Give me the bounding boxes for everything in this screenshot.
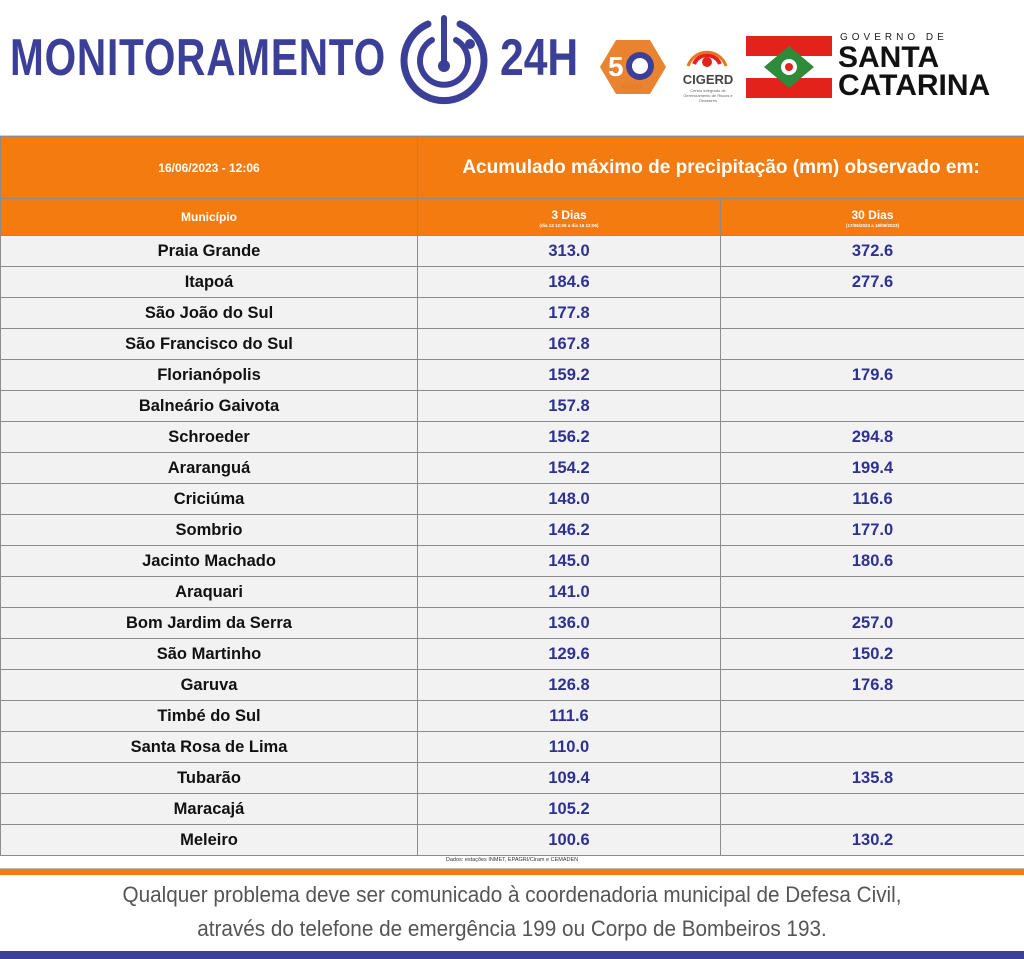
value-30dias-cell: 257.0 xyxy=(721,608,1024,639)
value-30dias-cell xyxy=(721,794,1024,825)
fifty-years-sub: ANOS xyxy=(622,84,642,91)
value-30dias-cell: 135.8 xyxy=(721,763,1024,794)
santa-catarina-flag-icon xyxy=(746,36,832,98)
value-30dias-cell: 294.8 xyxy=(721,422,1024,453)
value-30dias-cell xyxy=(721,298,1024,329)
value-3dias-cell: 167.8 xyxy=(418,329,721,360)
table-row xyxy=(1,360,1024,391)
orange-divider xyxy=(0,869,1024,875)
table-row xyxy=(1,391,1024,422)
table-row xyxy=(1,701,1024,732)
municipio-cell: Itapoá xyxy=(1,267,418,298)
table-row xyxy=(1,329,1024,360)
value-3dias-cell: 177.8 xyxy=(418,298,721,329)
municipio-cell: Jacinto Machado xyxy=(1,546,418,577)
value-3dias-cell: 109.4 xyxy=(418,763,721,794)
col-30dias-header xyxy=(721,199,1024,236)
value-30dias-cell xyxy=(721,391,1024,422)
table-row xyxy=(1,794,1024,825)
table-header-row xyxy=(1,199,1024,236)
table-row xyxy=(1,298,1024,329)
municipio-cell: Florianópolis xyxy=(1,360,418,391)
municipio-cell: São João do Sul xyxy=(1,298,418,329)
brand-title: MONITORAMENTO xyxy=(10,29,386,87)
municipio-cell: Araquari xyxy=(1,577,418,608)
value-30dias-cell: 372.6 xyxy=(721,236,1024,267)
table-row xyxy=(1,577,1024,608)
gov-state-name xyxy=(838,41,991,102)
table-title-row xyxy=(1,137,1024,199)
value-30dias-cell: 180.6 xyxy=(721,546,1024,577)
data-source-note: Dados: estações INMET, EPAGRI/Ciram e CEMADEN xyxy=(0,852,1024,869)
value-3dias-cell: 154.2 xyxy=(418,453,721,484)
table-row xyxy=(1,422,1024,453)
timestamp-cell: 16/06/2023 - 12:06 xyxy=(1,137,418,199)
value-30dias-cell xyxy=(721,329,1024,360)
monitoring-target-icon xyxy=(398,14,490,106)
municipio-cell: Timbé do Sul xyxy=(1,701,418,732)
table-row xyxy=(1,608,1024,639)
table-row xyxy=(1,453,1024,484)
table-row xyxy=(1,763,1024,794)
table-row xyxy=(1,484,1024,515)
value-3dias-cell: 105.2 xyxy=(418,794,721,825)
gov-small-text: GOVERNO DE xyxy=(840,32,948,43)
value-3dias-cell: 313.0 xyxy=(418,236,721,267)
brand-24h: 24H xyxy=(500,29,579,87)
value-3dias-cell: 145.0 xyxy=(418,546,721,577)
municipio-cell: São Martinho xyxy=(1,639,418,670)
municipio-cell: Criciúma xyxy=(1,484,418,515)
col-3dias-label: 3 Dias xyxy=(551,207,587,222)
municipio-cell: Maracajá xyxy=(1,794,418,825)
cigerd-sub: Centro Integrado de Gerenciamento de Riscos e Desastres xyxy=(683,88,733,103)
footer-line-2: através do telefone de emergência 199 ou Corpo de Bombeiros 193. xyxy=(197,916,827,941)
table-row xyxy=(1,732,1024,763)
col-30dias-note: (17/05/2023 a 16/06/2023) xyxy=(845,222,900,228)
value-30dias-cell xyxy=(721,577,1024,608)
value-30dias-cell: 199.4 xyxy=(721,453,1024,484)
municipio-cell: Bom Jardim da Serra xyxy=(1,608,418,639)
municipio-cell: Tubarão xyxy=(1,763,418,794)
table-row xyxy=(1,515,1024,546)
col-3dias-note: (dia 13 12:06 a dia 16 12:06) xyxy=(539,222,599,228)
municipio-cell: Balneário Gaivota xyxy=(1,391,418,422)
footer-message xyxy=(0,878,1024,946)
precipitation-table xyxy=(0,136,1024,856)
municipio-cell: Santa Rosa de Lima xyxy=(1,732,418,763)
value-30dias-cell: 176.8 xyxy=(721,670,1024,701)
cigerd-label: CIGERD xyxy=(682,72,734,87)
municipio-cell: Garuva xyxy=(1,670,418,701)
table-row xyxy=(1,236,1024,267)
gov-state-line2: CATARINA xyxy=(838,69,991,102)
value-3dias-cell: 126.8 xyxy=(418,670,721,701)
municipio-cell: Araranguá xyxy=(1,453,418,484)
municipio-cell: São Francisco do Sul xyxy=(1,329,418,360)
municipio-cell: Schroeder xyxy=(1,422,418,453)
value-3dias-cell: 129.6 xyxy=(418,639,721,670)
value-30dias-cell xyxy=(721,732,1024,763)
table-row xyxy=(1,639,1024,670)
col-3dias-header xyxy=(418,199,721,236)
table-row xyxy=(1,267,1024,298)
value-3dias-cell: 184.6 xyxy=(418,267,721,298)
gov-state-line1: SANTA xyxy=(838,41,940,74)
table-title: Acumulado máximo de precipitação (mm) observado em: xyxy=(418,137,1024,199)
svg-text:5: 5 xyxy=(608,51,624,82)
table-body xyxy=(1,236,1024,856)
value-3dias-cell: 146.2 xyxy=(418,515,721,546)
col-30dias-label: 30 Dias xyxy=(851,207,894,222)
value-30dias-cell: 130.2 xyxy=(721,825,1024,856)
value-30dias-cell: 116.6 xyxy=(721,484,1024,515)
municipio-cell: Praia Grande xyxy=(1,236,418,267)
municipio-cell: Sombrio xyxy=(1,515,418,546)
bottom-blue-bar xyxy=(0,951,1024,959)
value-3dias-cell: 148.0 xyxy=(418,484,721,515)
header-banner xyxy=(0,0,1024,136)
col-municipio-header: Município xyxy=(1,199,418,236)
municipio-cell: Meleiro xyxy=(1,825,418,856)
value-3dias-cell: 136.0 xyxy=(418,608,721,639)
value-3dias-cell: 100.6 xyxy=(418,825,721,856)
table-row xyxy=(1,825,1024,856)
value-30dias-cell xyxy=(721,701,1024,732)
value-3dias-cell: 111.6 xyxy=(418,701,721,732)
footer-line-1: Qualquer problema deve ser comunicado à coordenadoria municipal de Defesa Civil, xyxy=(122,882,902,907)
table-row xyxy=(1,546,1024,577)
value-3dias-cell: 156.2 xyxy=(418,422,721,453)
value-30dias-cell: 277.6 xyxy=(721,267,1024,298)
table-row xyxy=(1,670,1024,701)
value-30dias-cell: 150.2 xyxy=(721,639,1024,670)
value-3dias-cell: 157.8 xyxy=(418,391,721,422)
value-30dias-cell: 179.6 xyxy=(721,360,1024,391)
value-3dias-cell: 110.0 xyxy=(418,732,721,763)
value-30dias-cell: 177.0 xyxy=(721,515,1024,546)
value-3dias-cell: 141.0 xyxy=(418,577,721,608)
value-3dias-cell: 159.2 xyxy=(418,360,721,391)
